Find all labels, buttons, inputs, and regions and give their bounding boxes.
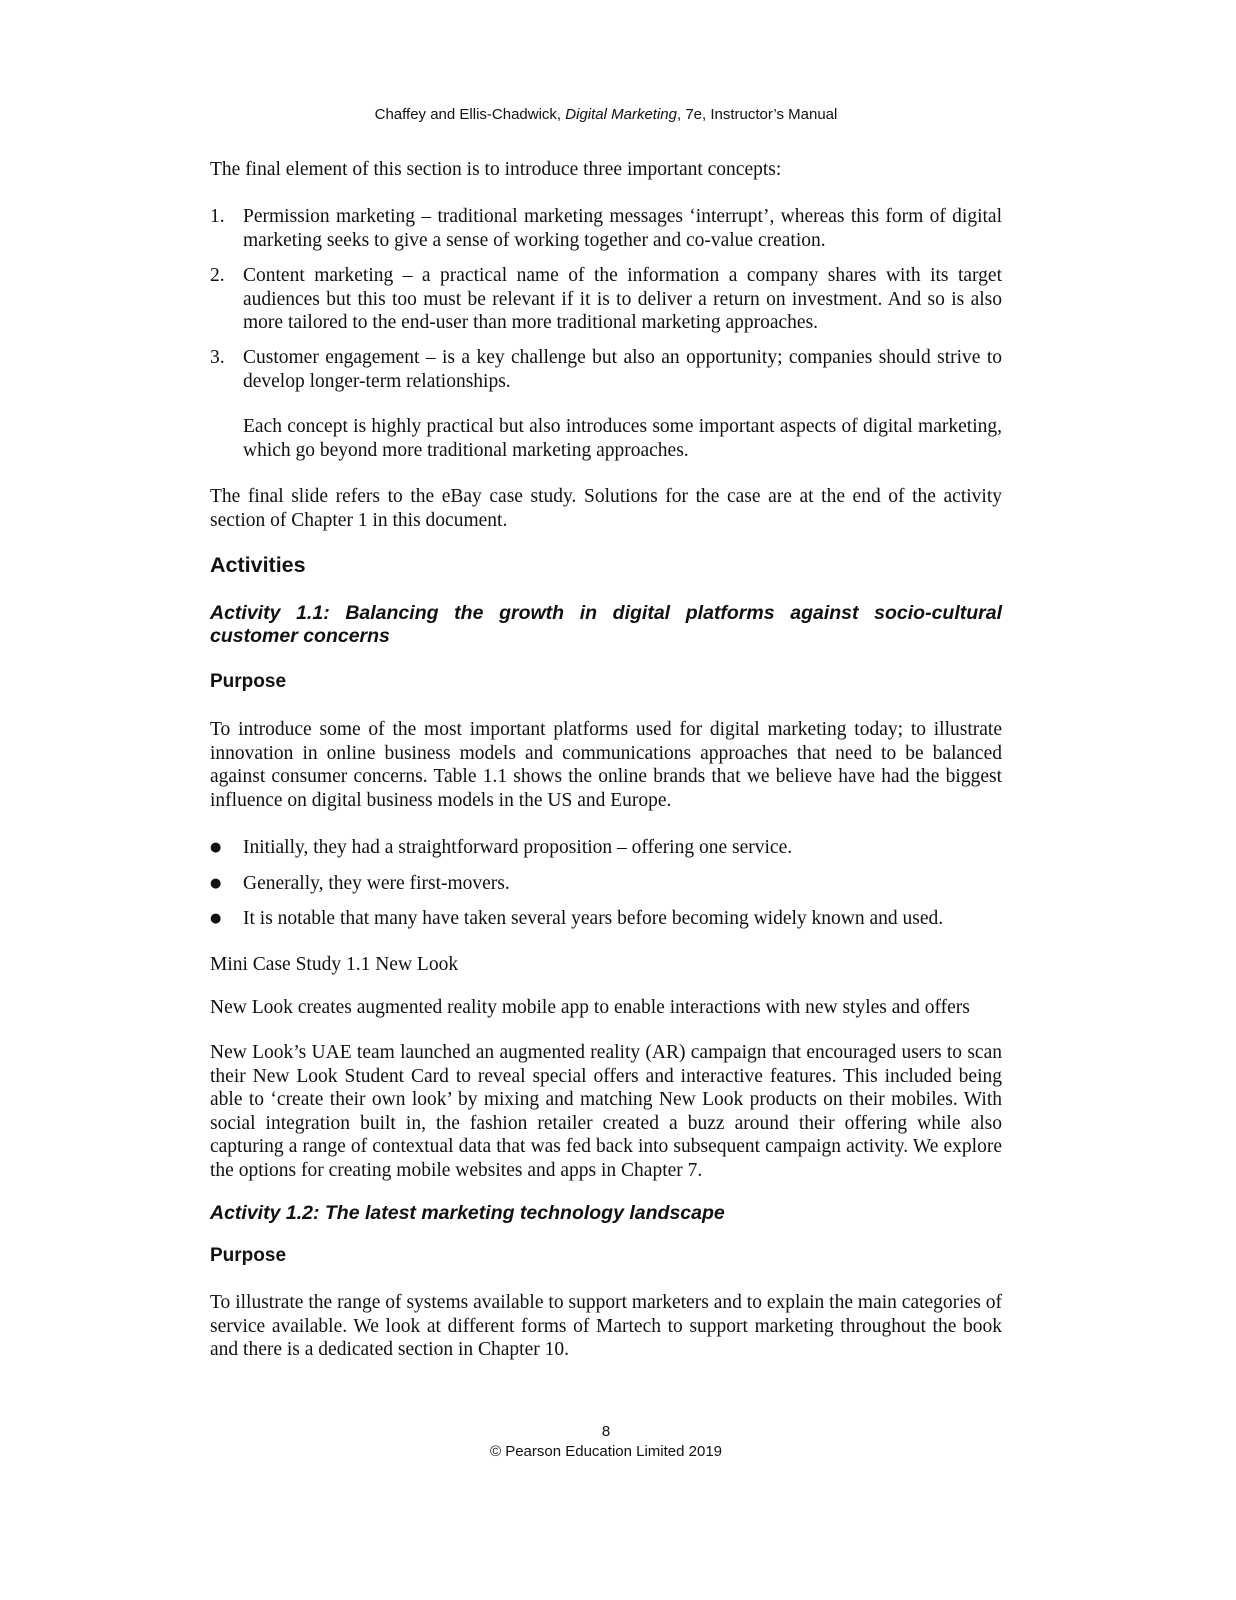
bullet-text: Generally, they were first-movers. [243, 873, 510, 894]
activities-heading: Activities [210, 553, 306, 577]
copyright-notice: © Pearson Education Limited 2019 [489, 1443, 723, 1460]
concepts-note [210, 415, 1002, 462]
concept-number: 3. [210, 347, 225, 368]
concept-text: Content marketing – a practical name of the information a company shares with its target audiences but this too must be relevant if it is to deliver a return on investment. And so is also more tailored to the end-user than more traditional marketing approaches. [243, 265, 1002, 333]
page-number: 8 [601, 1423, 611, 1440]
activity-1-2-purpose-text: To illustrate the range of systems available to support marketers and to explain the main categories of service available. We look at different forms of Martech to support marketing throughout the book and there is a dedicated section in Chapter 10. [210, 1292, 1002, 1360]
header-authors: Chaffey and Ellis-Chadwick, [374, 106, 566, 123]
mini-case-body: New Look’s UAE team launched an augmented reality (AR) campaign that encouraged users to scan their New Look Student Card to reveal special offers and interactive features. This included being able to ‘create their own look’ by mixing and matching New Look products on their mobiles. With social integration built in, the fashion retailer created a buzz around their offering while also capturing a range of contextual data that was fed back into subsequent campaign activity. We explore the options for creating mobile websites and apps in Chapter 7. [210, 1042, 1002, 1181]
concept-number: 2. [210, 265, 225, 286]
activity-1-1-title: Activity 1.1: Balancing the growth in digital platforms against socio-cultural customer concerns [210, 602, 1002, 647]
activity-1-2-title: Activity 1.2: The latest marketing technology landscape [210, 1202, 725, 1224]
intro-paragraph: The final element of this section is to introduce three important concepts: [210, 159, 782, 180]
bullet-icon: ● [210, 876, 222, 891]
page-footer [210, 1422, 1002, 1462]
header-book-title: Digital Marketing [565, 106, 677, 123]
mini-case-subtitle: New Look creates augmented reality mobile app to enable interactions with new styles and offers [210, 997, 970, 1018]
mini-case-title: Mini Case Study 1.1 New Look [210, 954, 459, 975]
concept-text: Permission marketing – traditional marketing messages ‘interrupt’, whereas this form of digital marketing seeks to give a sense of working together and co-value creation. [243, 206, 1002, 251]
activity-1-1-purpose-text: To introduce some of the most important platforms used for digital marketing today; to illustrate innovation in online business models and communications approaches that need to be balanced against consumer concerns. Table 1.1 shows the online brands that we believe have had the biggest influence on digital business models in the US and Europe. [210, 719, 1002, 811]
concept-item-3 [210, 346, 1002, 393]
header-edition: , 7e, Instructor’s Manual [677, 106, 838, 123]
bullet-item-3 [210, 907, 1002, 931]
bullet-icon: ● [210, 911, 222, 926]
concept-text: Customer engagement – is a key challenge but also an opportunity; companies should strive to develop longer-term relationships. [243, 347, 1002, 392]
concept-item-1 [210, 205, 1002, 252]
activity-1-1-purpose-heading: Purpose [210, 671, 287, 692]
final-slide-paragraph: The final slide refers to the eBay case study. Solutions for the case are at the end of the activity section of Chapter 1 in this document. [210, 486, 1002, 531]
concept-number: 1. [210, 206, 225, 227]
concepts-note-text: Each concept is highly practical but also introduces some important aspects of digital marketing, which go beyond more traditional marketing approaches. [243, 416, 1002, 461]
running-header [210, 106, 1002, 123]
bullet-item-1 [210, 836, 1002, 860]
activity-1-2-purpose-heading: Purpose [210, 1245, 287, 1266]
bullet-text: It is notable that many have taken several years before becoming widely known and used. [243, 908, 944, 929]
bullet-icon: ● [210, 840, 222, 855]
bullet-text: Initially, they had a straightforward proposition – offering one service. [243, 837, 793, 858]
bullet-item-2 [210, 872, 1002, 896]
concept-item-2 [210, 264, 1002, 335]
